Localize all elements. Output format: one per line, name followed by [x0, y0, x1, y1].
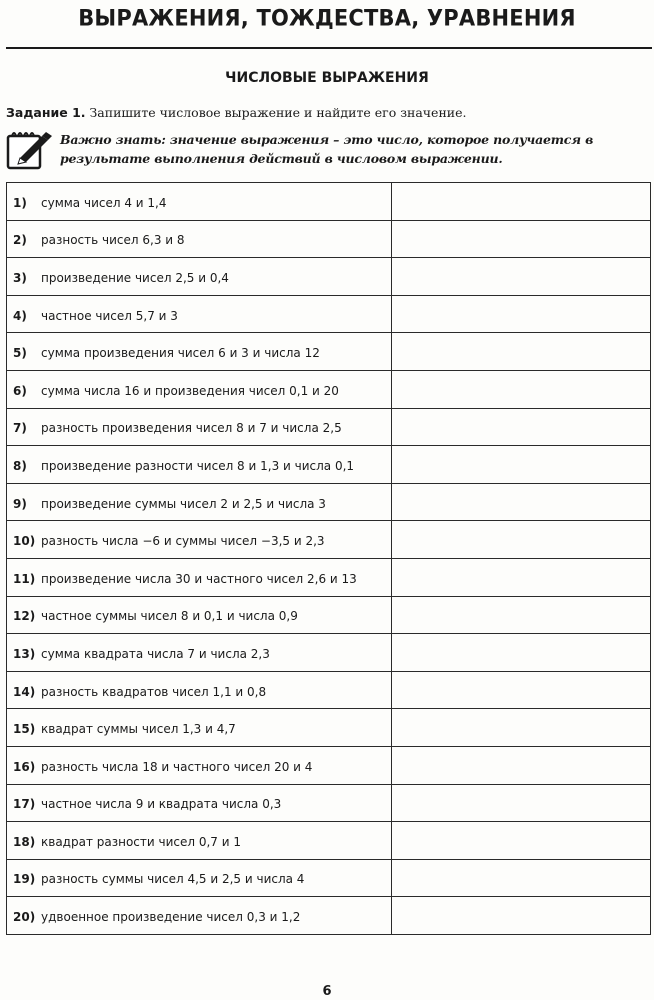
row-number: 15)	[13, 722, 36, 737]
answer-cell[interactable]	[392, 746, 651, 784]
answer-cell[interactable]	[392, 295, 651, 333]
expression-cell	[7, 183, 392, 221]
row-text: разность числа 18 и частного чисел 20 и 4	[41, 759, 313, 774]
answer-cell[interactable]	[392, 897, 651, 935]
page-number: 6	[322, 984, 332, 999]
answer-cell[interactable]	[392, 634, 651, 672]
expression-cell	[7, 671, 392, 709]
answer-cell[interactable]	[392, 558, 651, 596]
table-row	[7, 558, 651, 596]
section-title: ЧИСЛОВЫЕ ВЫРАЖЕНИЯ	[225, 70, 429, 86]
expression-cell	[7, 709, 392, 747]
row-text: сумма произведения чисел 6 и 3 и числа 12	[41, 346, 320, 361]
expression-cell	[7, 897, 392, 935]
page-header	[0, 0, 654, 40]
expression-cell	[7, 483, 392, 521]
row-text: частное числа 9 и квадрата числа 0,3	[41, 797, 282, 812]
row-text: сумма чисел 4 и 1,4	[41, 195, 167, 210]
expression-cell	[7, 521, 392, 559]
expression-cell	[7, 220, 392, 258]
expression-cell	[7, 859, 392, 897]
row-number: 13)	[13, 646, 36, 661]
row-number: 2)	[13, 233, 27, 248]
row-number: 11)	[13, 571, 36, 586]
row-text: сумма квадрата числа 7 и числа 2,3	[41, 646, 270, 661]
expression-cell	[7, 784, 392, 822]
row-number: 20)	[13, 910, 36, 925]
table-row	[7, 295, 651, 333]
row-number: 3)	[13, 270, 27, 285]
task-instruction	[6, 105, 646, 120]
important-note	[6, 128, 652, 172]
answer-cell[interactable]	[392, 333, 651, 371]
row-text: сумма числа 16 и произведения чисел 0,1 и 20	[41, 383, 339, 398]
note-text: Важно знать: значение выражения – это число, которое получается в результате выполнения действий в числовом выражении.	[60, 132, 594, 166]
task-table	[6, 182, 651, 935]
answer-cell[interactable]	[392, 859, 651, 897]
table-row	[7, 220, 651, 258]
row-text: разность произведения чисел 8 и 7 и числа 2,5	[41, 421, 342, 436]
expression-cell	[7, 558, 392, 596]
row-text: произведение суммы чисел 2 и 2,5 и числа 3	[41, 496, 326, 511]
notepad-pencil-icon	[6, 128, 54, 172]
row-number: 14)	[13, 684, 36, 699]
row-number: 17)	[13, 797, 36, 812]
task-text: Запишите числовое выражение и найдите его значение.	[85, 105, 467, 120]
table-row	[7, 746, 651, 784]
row-text: частное суммы чисел 8 и 0,1 и числа 0,9	[41, 609, 298, 624]
answer-cell[interactable]	[392, 446, 651, 484]
table-row	[7, 671, 651, 709]
row-number: 10)	[13, 534, 36, 549]
row-text: разность числа −6 и суммы чисел −3,5 и 2,3	[41, 534, 325, 549]
table-row	[7, 183, 651, 221]
row-text: разность чисел 6,3 и 8	[41, 233, 185, 248]
row-text: квадрат разности чисел 0,7 и 1	[41, 834, 241, 849]
expression-cell	[7, 408, 392, 446]
row-number: 4)	[13, 308, 27, 323]
row-text: разность суммы чисел 4,5 и 2,5 и числа 4	[41, 872, 305, 887]
row-number: 16)	[13, 759, 36, 774]
table-row	[7, 596, 651, 634]
row-number: 18)	[13, 834, 36, 849]
expression-cell	[7, 370, 392, 408]
row-number: 12)	[13, 609, 36, 624]
row-text: произведение чисел 2,5 и 0,4	[41, 270, 229, 285]
table-row	[7, 408, 651, 446]
header-rule	[6, 47, 652, 49]
table-row	[7, 784, 651, 822]
expression-cell	[7, 822, 392, 860]
expression-cell	[7, 596, 392, 634]
row-number: 8)	[13, 458, 27, 473]
table-row	[7, 521, 651, 559]
expression-cell	[7, 258, 392, 296]
expression-cell	[7, 295, 392, 333]
expression-cell	[7, 333, 392, 371]
table-row	[7, 370, 651, 408]
row-number: 7)	[13, 421, 27, 436]
row-text: удвоенное произведение чисел 0,3 и 1,2	[41, 910, 301, 925]
answer-cell[interactable]	[392, 483, 651, 521]
expression-cell	[7, 634, 392, 672]
table-row	[7, 822, 651, 860]
answer-cell[interactable]	[392, 784, 651, 822]
table-row	[7, 258, 651, 296]
answer-cell[interactable]	[392, 822, 651, 860]
table-row	[7, 446, 651, 484]
answer-cell[interactable]	[392, 709, 651, 747]
answer-cell[interactable]	[392, 258, 651, 296]
answer-cell[interactable]	[392, 671, 651, 709]
table-row	[7, 333, 651, 371]
row-text: разность квадратов чисел 1,1 и 0,8	[41, 684, 267, 699]
expression-cell	[7, 446, 392, 484]
answer-cell[interactable]	[392, 183, 651, 221]
answer-cell[interactable]	[392, 521, 651, 559]
row-text: произведение разности чисел 8 и 1,3 и числа 0,1	[41, 458, 355, 473]
answer-cell[interactable]	[392, 370, 651, 408]
table-row	[7, 897, 651, 935]
row-number: 1)	[13, 195, 27, 210]
table-row	[7, 859, 651, 897]
table-row	[7, 483, 651, 521]
answer-cell[interactable]	[392, 408, 651, 446]
table-row	[7, 634, 651, 672]
expression-cell	[7, 746, 392, 784]
row-number: 5)	[13, 346, 27, 361]
answer-cell[interactable]	[392, 596, 651, 634]
chapter-title: ВЫРАЖЕНИЯ, ТОЖДЕСТВА, УРАВНЕНИЯ	[78, 5, 576, 31]
row-text: квадрат суммы чисел 1,3 и 4,7	[41, 722, 236, 737]
row-number: 19)	[13, 872, 36, 887]
row-number: 9)	[13, 496, 27, 511]
answer-cell[interactable]	[392, 220, 651, 258]
row-text: произведение числа 30 и частного чисел 2,6 и 13	[41, 571, 357, 586]
table-row	[7, 709, 651, 747]
row-number: 6)	[13, 383, 27, 398]
task-label: Задание 1.	[6, 105, 86, 120]
row-text: частное чисел 5,7 и 3	[41, 308, 178, 323]
